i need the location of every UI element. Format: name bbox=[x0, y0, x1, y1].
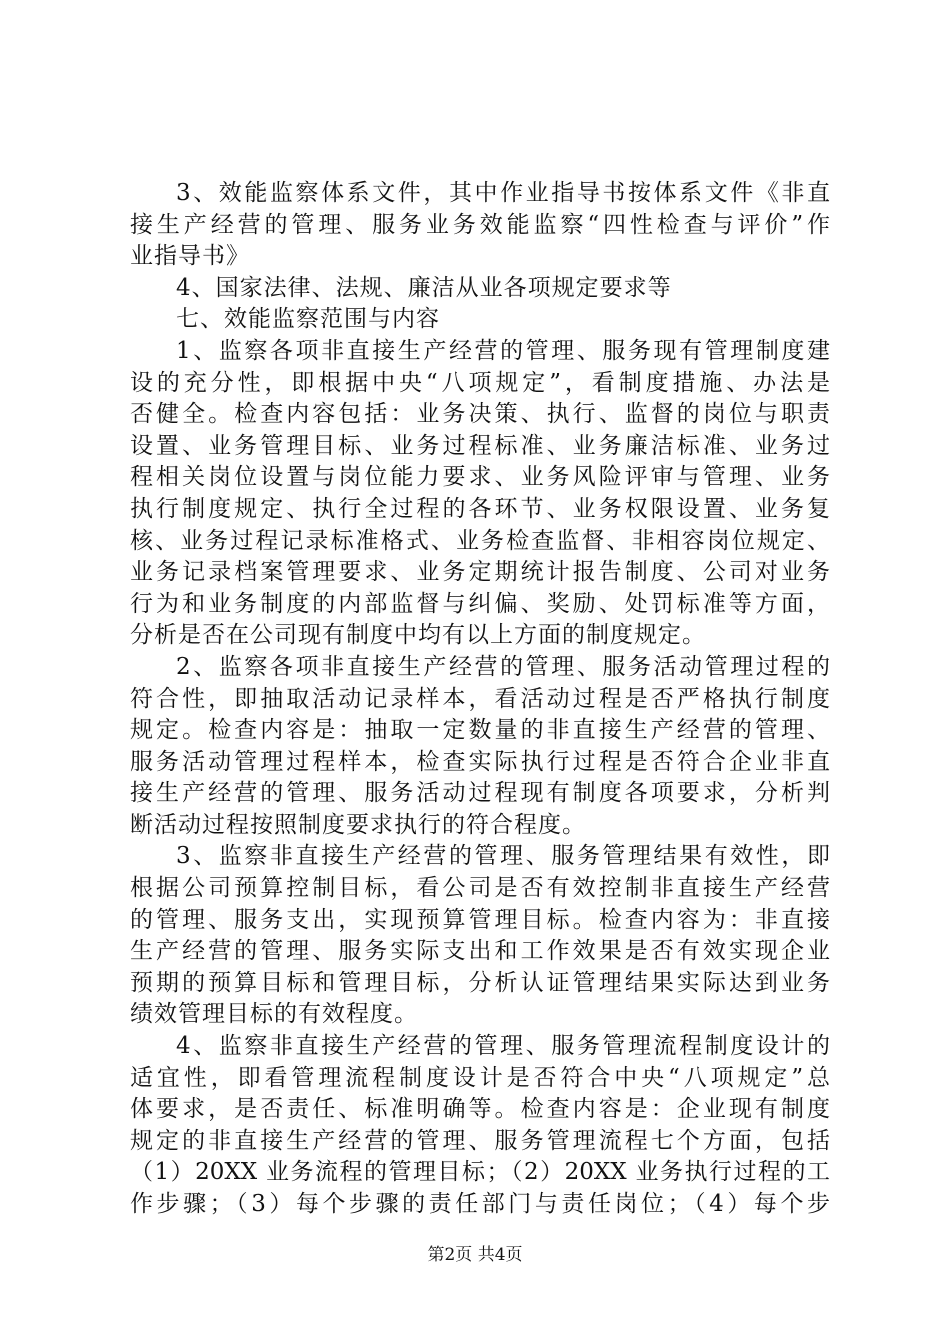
text-line: （1）20XX 业务流程的管理目标；（2）20XX 业务执行过程的工 bbox=[130, 1159, 830, 1186]
text-line: 接生产经营的管理、服务活动过程现有制度各项要求，分析判 bbox=[130, 780, 830, 807]
text-line: 适宜性，即看管理流程制度设计是否符合中央“八项规定”总 bbox=[130, 1064, 830, 1091]
text-line: 执行制度规定、执行全过程的各环节、业务权限设置、业务复 bbox=[130, 495, 830, 522]
text-line: 4、监察非直接生产经营的管理、服务管理流程制度设计的 bbox=[176, 1033, 830, 1060]
text-line: 断活动过程按照制度要求执行的符合程度。 bbox=[130, 811, 586, 838]
text-line: 业指导书》 bbox=[130, 243, 250, 270]
text-line: 七、效能监察范围与内容 bbox=[176, 306, 440, 333]
text-line: 3、监察非直接生产经营的管理、服务管理结果有效性，即 bbox=[176, 843, 830, 870]
text-line: 作步骤；（3）每个步骤的责任部门与责任岗位；（4）每个步 bbox=[130, 1191, 830, 1217]
text-line: 的管理、服务支出，实现预算管理目标。检查内容为：非直接 bbox=[130, 906, 830, 933]
text-line: 规定的非直接生产经营的管理、服务管理流程七个方面，包括 bbox=[130, 1127, 830, 1154]
text-line: 设置、业务管理目标、业务过程标准、业务廉洁标准、业务过 bbox=[130, 432, 830, 459]
text-line: 1、监察各项非直接生产经营的管理、服务现有管理制度建 bbox=[176, 337, 830, 364]
text-line: 2、监察各项非直接生产经营的管理、服务活动管理过程的 bbox=[176, 653, 830, 680]
text-line: 4、国家法律、法规、廉洁从业各项规定要求等 bbox=[176, 274, 672, 301]
text-line: 行为和业务制度的内部监督与纠偏、奖励、处罚标准等方面， bbox=[130, 590, 830, 617]
text-line: 规定。检查内容是：抽取一定数量的非直接生产经营的管理、 bbox=[130, 717, 830, 744]
text-line: 绩效管理目标的有效程度。 bbox=[130, 1001, 418, 1028]
document-body bbox=[130, 178, 830, 1221]
text-line: 分析是否在公司现有制度中均有以上方面的制度规定。 bbox=[130, 622, 706, 649]
text-line: 程相关岗位设置与岗位能力要求、业务风险评审与管理、业务 bbox=[130, 464, 830, 491]
text-line: 体要求，是否责任、标准明确等。检查内容是：企业现有制度 bbox=[130, 1096, 830, 1123]
text-line: 服务活动管理过程样本，检查实际执行过程是否符合企业非直 bbox=[130, 748, 830, 775]
text-line: 根据公司预算控制目标，看公司是否有效控制非直接生产经营 bbox=[130, 875, 830, 902]
text-line: 否健全。检查内容包括：业务决策、执行、监督的岗位与职责 bbox=[130, 401, 830, 428]
text-line: 业务记录档案管理要求、业务定期统计报告制度、公司对业务 bbox=[130, 559, 830, 586]
text-line: 设的充分性，即根据中央“八项规定”，看制度措施、办法是 bbox=[130, 369, 830, 396]
text-line: 符合性，即抽取活动记录样本，看活动过程是否严格执行制度 bbox=[130, 685, 830, 712]
text-line: 生产经营的管理、服务实际支出和工作效果是否有效实现企业 bbox=[130, 938, 830, 965]
text-line: 核、业务过程记录标准格式、业务检查监督、非相容岗位规定、 bbox=[130, 527, 830, 554]
text-line: 预期的预算目标和管理目标，分析认证管理结果实际达到业务 bbox=[130, 969, 830, 996]
text-line: 接生产经营的管理、服务业务效能监察“四性检查与评价”作 bbox=[130, 211, 830, 238]
text-line: 3、效能监察体系文件，其中作业指导书按体系文件《非直 bbox=[176, 180, 830, 206]
page-footer: 第2页 共4页 bbox=[427, 1245, 523, 1265]
